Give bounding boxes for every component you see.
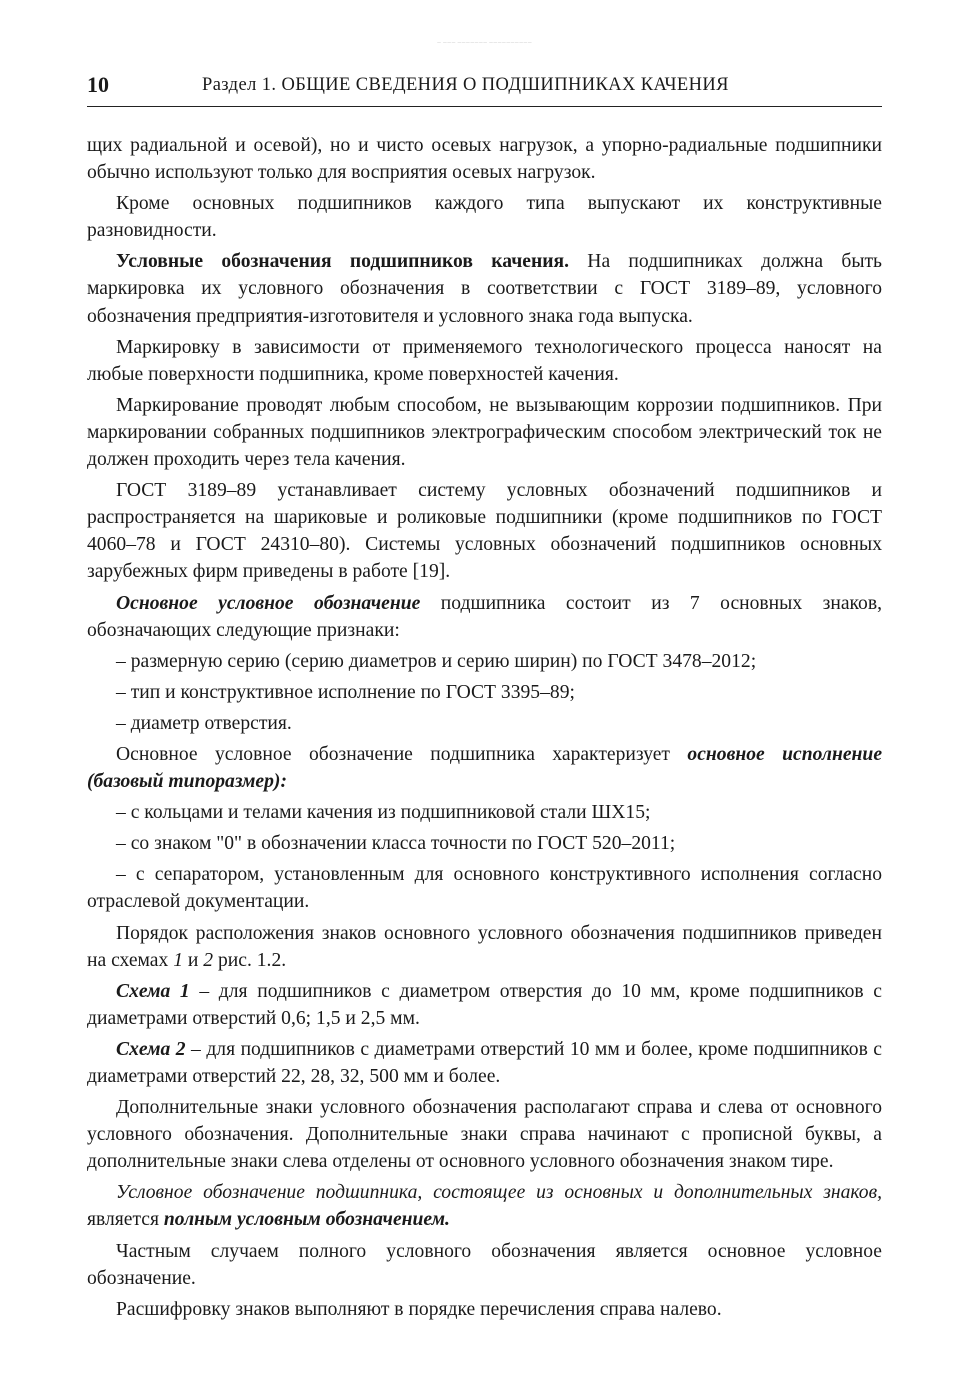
italic-ref: 2 (203, 949, 214, 971)
page-number: 10 (87, 72, 109, 97)
list-item: – тип и конструктивное исполнение по ГОСТ 3395–89; (116, 681, 575, 703)
list-item: – со знаком "0" в обозначении класса точности по ГОСТ 520–2011; (116, 833, 676, 855)
italic-text: Условное обозначение подшипника, состоящее из основных и дополнительных знаков, (116, 1182, 882, 1204)
bold-italic-term: полным условным обозначением. (163, 1209, 450, 1231)
bold-italic-term: Основное условное обозначение (116, 592, 421, 614)
running-header (87, 70, 882, 107)
list-item: – с кольцами и телами качения из подшипниковой стали ШХ15; (116, 802, 651, 824)
paragraph: Кроме основных подшипников каждого типа выпускают их конструктивные разновидности. (87, 193, 882, 242)
paragraph-scheme-order (87, 920, 882, 974)
paragraph-last: Расшифровку знаков выполняют в порядке перечисления справа налево. (116, 1298, 722, 1320)
list-item: – размерную серию (серию диаметров и серию ширин) по ГОСТ 3478–2012; (116, 650, 757, 672)
list-item: – диаметр отверстия. (116, 712, 292, 734)
paragraph-text: рис. 1.2. (213, 949, 287, 971)
bold-italic-term: Схема 2 (116, 1038, 186, 1060)
paragraph: Частным случаем полного условного обозначения является основное условное обозначение. (87, 1240, 882, 1289)
paragraph: Маркирование проводят любым способом, не вызывающим коррозии подшипников. При маркировании собранных подшипников электрографическим способом электрический ток не должен проходить через тела качения. (87, 394, 882, 471)
paragraph-scheme-2 (87, 1036, 882, 1090)
bold-italic-term: Схема 1 (116, 980, 190, 1002)
paragraph-text: является (87, 1209, 164, 1231)
section-title: Раздел 1. ОБЩИЕ СВЕДЕНИЯ О ПОДШИПНИКАХ КАЧЕНИЯ (202, 75, 729, 95)
paragraph-text: – для подшипников с диаметрами отверстий 10 мм и более, кроме подшипников с диаметрами отверстий 22, 28, 32, 500 мм и более. (87, 1038, 882, 1087)
paragraph: ГОСТ 3189–89 устанавливает систему условных обозначений подшипников и распространяется на шариковые и роликовые подшипники (кроме подшипников по ГОСТ 4060–78 и ГОСТ 24310–80). Системы условных обозначений подшипников основных зарубежных фирм приведены в работе [19]. (87, 480, 882, 583)
paragraph-text: и (182, 949, 204, 971)
page-body (87, 132, 882, 1323)
paragraph-basic-version (87, 741, 882, 795)
paragraph: Дополнительные знаки условного обозначения располагают справа и слева от основного условного обозначения. Дополнительные знаки справа начинают с прописной буквы, а дополнительные знаки слева отделены от основного условного обозначения знаком тире. (87, 1097, 882, 1173)
paragraph-scheme-1 (87, 978, 882, 1032)
paragraph-text: Основное условное обозначение подшипника характеризует (116, 743, 688, 765)
paragraph: Маркировку в зависимости от применяемого технологического процесса наносят на любые поверхности подшипника, кроме поверхностей качения. (87, 336, 882, 385)
paragraph-continuation: щих радиальной и осевой), но и чисто осевых нагрузок, а упорно-радиальные подшипники обычно используют только для восприятия осевых нагрузок. (87, 135, 882, 184)
paragraph-full-designation (87, 1179, 882, 1233)
paragraph-text: подшипника состоит из 7 основных знаков, обозначающих следующие признаки: (87, 592, 882, 641)
paragraph-text: На подшипниках должна быть маркировка их условного обозначения в соответствии с ГОСТ 3189–89, условного обозначения предприятия-изготовителя и условного знака года выпуска. (87, 251, 882, 327)
top-printer-mark: — ——— ——————— —————————— (436, 40, 532, 45)
bold-italic-term: основное исполнение (базовый типоразмер): (87, 743, 883, 793)
list-item: – с сепаратором, установленным для основного конструктивного исполнения согласно отраслевой документации. (87, 864, 882, 913)
run-in-heading: Условные обозначения подшипников качения. (116, 251, 570, 273)
paragraph-basic-designation (87, 590, 882, 644)
paragraph-designations-heading (87, 248, 882, 329)
italic-ref: 1 (173, 949, 183, 971)
paragraph-text: – для подшипников с диаметром отверстия до 10 мм, кроме подшипников с диаметрами отверстий 0,6; 1,5 и 2,5 мм. (87, 980, 882, 1029)
paragraph-text: Порядок расположения знаков основного условного обозначения подшипников приведен на схемах (87, 922, 882, 971)
